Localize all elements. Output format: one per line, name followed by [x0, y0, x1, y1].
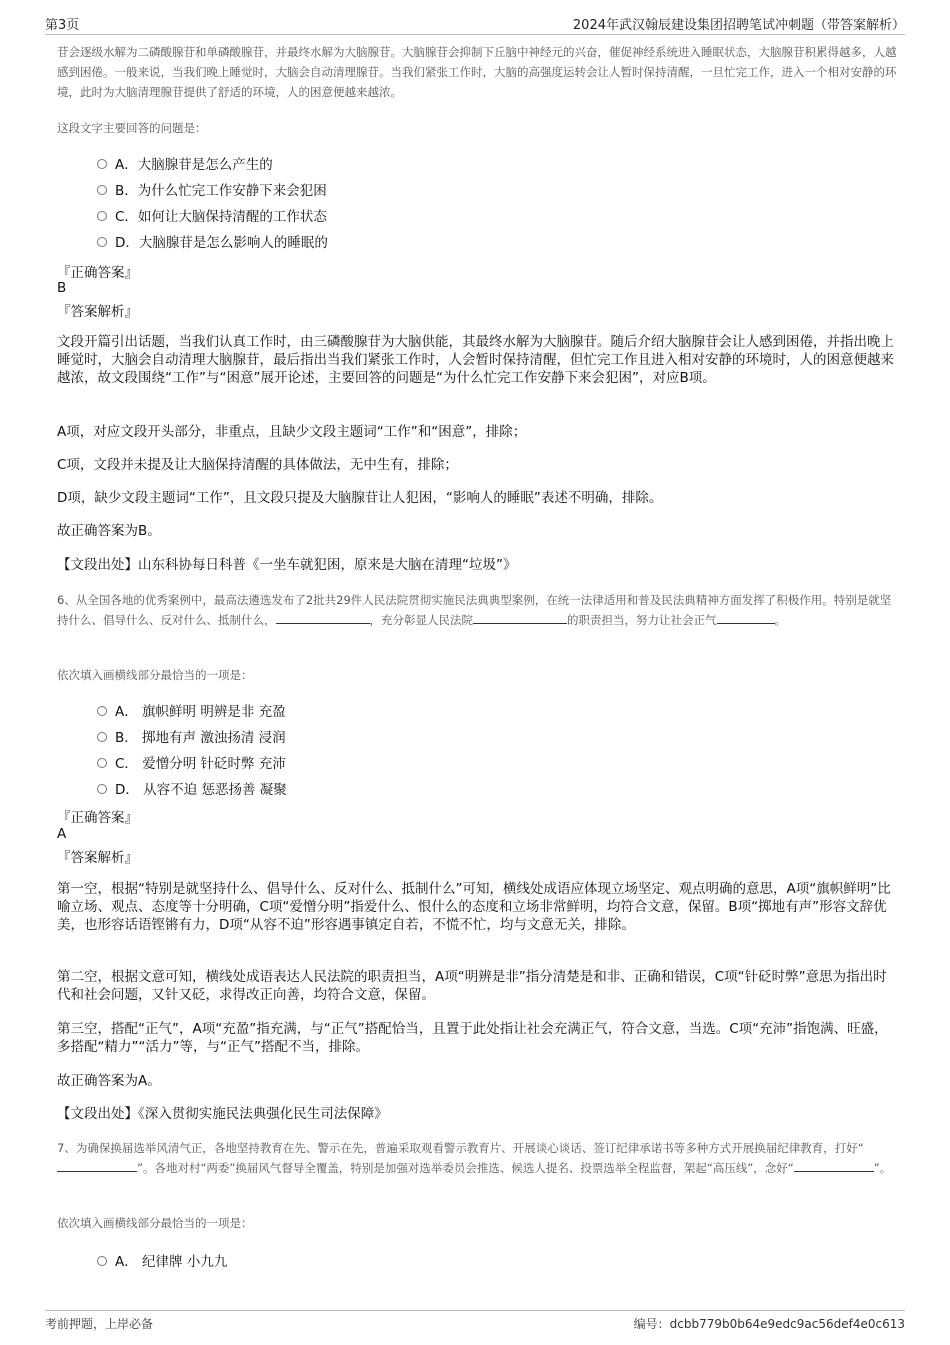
radio-icon[interactable]	[97, 1256, 107, 1266]
q6-analysis-paragraph: 第一空，根据“特别是就坚持什么、倡导什么、反对什么、抵制什么”可知，横线处成语应体现立场坚定、观点明确的意思，A项“旗帜鲜明”比喻立场、观点、态度等十分明确，C项“爱憎分明”指爱什么、恨什么的态度和立场非常鲜明，均符合文意，保留。B项“掷地有声”形容文辞优美，也形容话语铿锵有力，D项“从容不迫”形容遇事镇定自若，不慌不忙，均与文意无关，排除。	[57, 881, 891, 933]
q5-answer: B	[57, 280, 67, 296]
blank-1	[276, 611, 370, 624]
q7-question: 依次填入画横线部分最恰当的一项是：	[57, 1216, 253, 1230]
q5-analysis-paragraph: 文段开篇引出话题，当我们认真工作时，由三磷酸腺苷为大脑供能，其最终水解为大脑腺苷。随后介绍大脑腺苷会让人感到困倦，并指出晚上睡觉时，大脑会自动清理大脑腺苷，最后指出当我们紧张工作时，人会暂时保持清醒，但忙完工作且进入相对安静的环境时，人的困意便越来越浓，故文段围绕“工作”与“困意”展开论述，主要回答的问题是“为什么忙完工作安静下来会犯困”，对应B项。	[57, 334, 894, 386]
q5-answer-label: 『正确答案』	[57, 265, 138, 281]
blank-2	[794, 1159, 874, 1172]
blank-2	[473, 611, 567, 624]
q5-analysis-conclusion: 故正确答案为B。	[57, 523, 161, 539]
q5-option-a[interactable]: A．大脑腺苷是怎么产生的	[97, 153, 273, 173]
footer-slogan: 考前押题，上岸必备	[45, 1317, 154, 1331]
q5-question: 这段文字主要回答的问题是：	[57, 121, 207, 135]
q6-source: 【文段出处】《深入贯彻实施民法典强化民生司法保障》	[57, 1106, 388, 1122]
q6-option-c[interactable]: C． 爱憎分明 针砭时弊 充沛	[97, 752, 286, 772]
document-code: 编号：dcbb779b0b64e9edc9ac56def4e0c613	[633, 1317, 905, 1331]
q6-stem: 6、从全国各地的优秀案例中，最高法遴选发布了2批共29件人民法院贯彻实施民法典典型案例，在统一法律适用和普及民法典精神方面发挥了积极作用。特别是就坚持什么、倡导什么、反对什么、抵制什么， ，充分彰显人民法院 的职责担当，努力让社会正气 。	[57, 593, 892, 627]
radio-icon[interactable]	[97, 185, 107, 195]
blank-1	[57, 1159, 137, 1172]
blank-3	[717, 611, 775, 624]
radio-icon[interactable]	[97, 758, 107, 768]
q7-stem: 7、为确保换届选举风清气正，各地坚持教育在先、警示在先，普遍采取观看警示教育片、开展谈心谈话、签订纪律承诺书等多种方式开展换届纪律教育，打好“”。各地对村“两委”换届风气督导全覆盖，特别是加强对选举委员会推选、候选人提名、投票选举全程监督，架起“高压线”，念好“ ”。	[57, 1141, 892, 1175]
q5-passage: 苷会逐级水解为二磷酸腺苷和单磷酸腺苷，并最终水解为大脑腺苷。大脑腺苷会抑制下丘脑中神经元的兴奋，催促神经系统进入睡眠状态，大脑腺苷积累得越多，人越感到困倦。一般来说，当我们晚上睡觉时，大脑会自动清理腺苷。当我们紧张工作时，大脑的高强度运转会让人暂时保持清醒，一旦忙完工作，进入一个相对安静的环境，此时为大脑清理腺苷提供了舒适的环境，人的困意便越来越浓。	[57, 45, 897, 99]
q6-option-d[interactable]: D． 从容不迫 惩恶扬善 凝聚	[97, 778, 287, 798]
radio-icon[interactable]	[97, 211, 107, 221]
radio-icon[interactable]	[97, 784, 107, 794]
q6-analysis-conclusion: 故正确答案为A。	[57, 1073, 161, 1089]
q5-analysis-paragraph: D项，缺少文段主题词“工作”，且文段只提及大脑腺苷让人犯困，“影响人的睡眠”表述不明确，排除。	[57, 490, 663, 506]
q6-question: 依次填入画横线部分最恰当的一项是：	[57, 668, 253, 682]
radio-icon[interactable]	[97, 706, 107, 716]
q6-answer-label: 『正确答案』	[57, 810, 138, 826]
q5-option-c[interactable]: C．如何让大脑保持清醒的工作状态	[97, 205, 327, 225]
radio-icon[interactable]	[97, 237, 107, 247]
document-title: 2024年武汉翰辰建设集团招聘笔试冲刺题（带答案解析）	[572, 18, 905, 33]
q6-analysis-paragraph: 第三空，搭配“正气”，A项“充盈”指充满，与“正气”搭配恰当，且置于此处指让社会充满正气，符合文意，当选。C项“充沛”指饱满、旺盛，多搭配“精力”“活力”等，与“正气”搭配不当，排除。	[57, 1021, 888, 1055]
q6-answer: A	[57, 826, 67, 842]
q5-source: 【文段出处】山东科协每日科普《一坐车就犯困，原来是大脑在清理“垃圾”》	[57, 557, 517, 573]
radio-icon[interactable]	[97, 159, 107, 169]
page-number: 第3页	[45, 18, 80, 33]
q7-option-a[interactable]: A． 纪律牌 小九九	[97, 1250, 227, 1270]
q5-analysis-paragraph: C项，文段并未提及让大脑保持清醒的具体做法，无中生有，排除；	[57, 457, 458, 473]
q5-analysis-label: 『答案解析』	[57, 304, 138, 320]
radio-icon[interactable]	[97, 732, 107, 742]
q6-analysis-paragraph: 第二空，根据文意可知，横线处成语表达人民法院的职责担当，A项“明辨是非”指分清楚是和非、正确和错误，C项“针砭时弊”意思为指出时代和社会问题，又针又砭，求得改正向善，均符合文意，保留。	[57, 969, 887, 1003]
q5-option-b[interactable]: B．为什么忙完工作安静下来会犯困	[97, 179, 327, 199]
q5-analysis-paragraph: A项，对应文段开头部分，非重点，且缺少文段主题词“工作”和“困意”，排除；	[57, 424, 527, 440]
q6-option-b[interactable]: B． 掷地有声 激浊扬清 浸润	[97, 726, 286, 746]
q6-analysis-label: 『答案解析』	[57, 850, 138, 866]
page-header	[45, 12, 905, 35]
q5-option-d[interactable]: D．大脑腺苷是怎么影响人的睡眠的	[97, 231, 328, 251]
q6-option-a[interactable]: A． 旗帜鲜明 明辨是非 充盈	[97, 700, 286, 720]
page-footer	[45, 1310, 905, 1335]
